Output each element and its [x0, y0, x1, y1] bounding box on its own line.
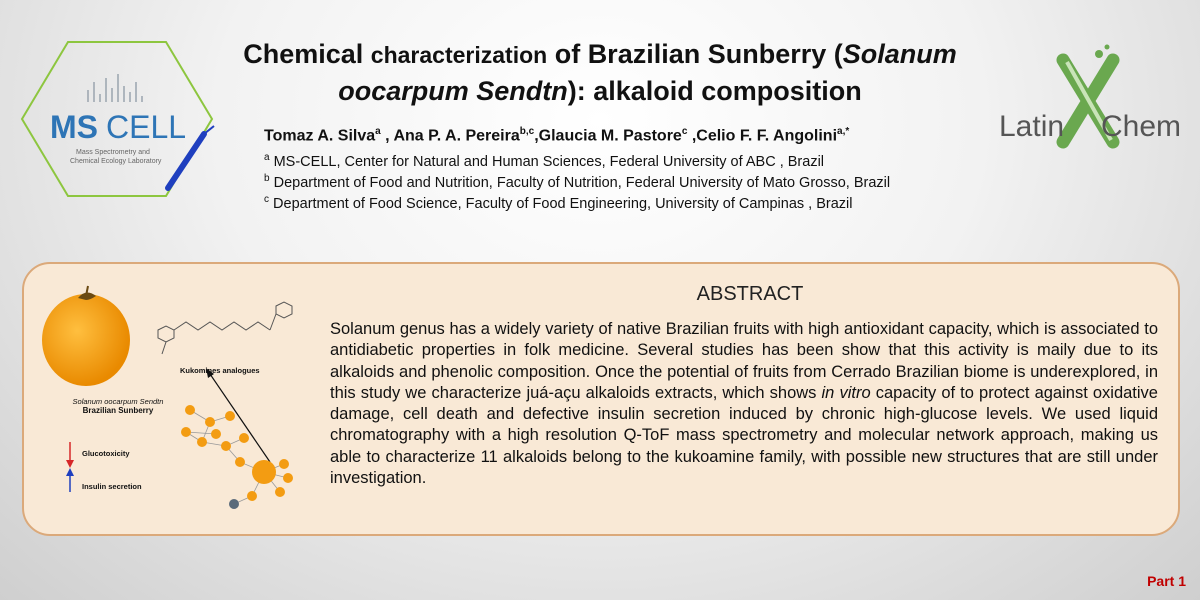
- abstract-body: Solanum genus has a widely variety of native Brazilian fruits with high antioxidant capacity, which is associated to antidiabetic properties in folk medicine. Several studies has been show that this activity is maily due to its alkaloids and phenolic composition. Once the potential of fruits from Cerrado Brazilian biome is underexplored, in this study we characterize juá-açu alkaloids extracts, which shows in vitro capacity of to protect against oxidative damage, cell death and defective insulin secretion induced by chronic high-glucose levels. We used liquid chromatography with a high resolution Q-ToF mass spectrometry and molecular network approach, making us able to characterize 11 alkaloids belong to the kukoamine family, with possible new structures that are still under investigation.: [330, 320, 1158, 488]
- author-1: Tomaz A. Silva: [264, 127, 376, 145]
- figure-network-label: Kukomines analogues: [180, 366, 260, 375]
- author-4: Celio F. F. Angolini: [696, 127, 838, 145]
- poster-title: Chemical characterization of Brazilian Sunberry (Solanum oocarpum Sendtn): alkaloid composition: [243, 39, 957, 106]
- sunberry-fruit-image: [42, 286, 130, 386]
- figure-insulin-label: Insulin secretion: [82, 482, 142, 491]
- mscell-name-cell: CELL: [106, 109, 187, 145]
- latinx-text-latin: Latin: [999, 110, 1065, 143]
- mscell-logo: [18, 38, 216, 200]
- mscell-subtitle-1: Mass Spectrometry and: [76, 149, 150, 156]
- affiliation-b: $^b$ Department of Food and Nutrition, Faculty of Nutrition, Federal University of Mato Grosso, Brazil: [264, 173, 891, 191]
- network-nodes: [181, 405, 293, 501]
- affiliations: [264, 152, 1004, 215]
- latinxchem-logo: [995, 42, 1185, 152]
- author-3: Glaucia M. Pastore: [538, 127, 682, 145]
- network-arrow: [210, 374, 270, 462]
- authors-line: Tomaz A. Silva$^a$ , Ana P. A. Pereira$^{b,c}$,Glaucia M. Pastore$^c$ ,Celio F. F. Angolini$^{a,*}$: [264, 126, 850, 145]
- mscell-name-ms: MS: [50, 109, 98, 145]
- affiliation-c: $^c$ Department of Food Science, Faculty of Food Engineering, University of Campinas , Brazil: [264, 194, 853, 212]
- molecular-network: [186, 410, 288, 504]
- abstract-heading: ABSTRACT: [696, 283, 804, 305]
- author-2: Ana P. A. Pereira: [393, 127, 520, 145]
- mscell-subtitle-2: Chemical Ecology Laboratory: [70, 158, 162, 165]
- figure-caption-common: Brazilian Sunberry: [82, 406, 154, 415]
- figure-glucotoxicity-label: Glucotoxicity: [82, 449, 130, 458]
- latinx-text-chem: Chem: [1101, 110, 1182, 143]
- figure-caption-species: Solanum oocarpum Sendtn: [72, 397, 164, 406]
- kukoamine-structure-icon: [158, 302, 292, 354]
- affiliation-a: $^a$ MS-CELL, Center for Natural and Human Sciences, Federal University of ABC , Brazil: [264, 152, 825, 170]
- part-indicator: Part 1: [1147, 573, 1186, 589]
